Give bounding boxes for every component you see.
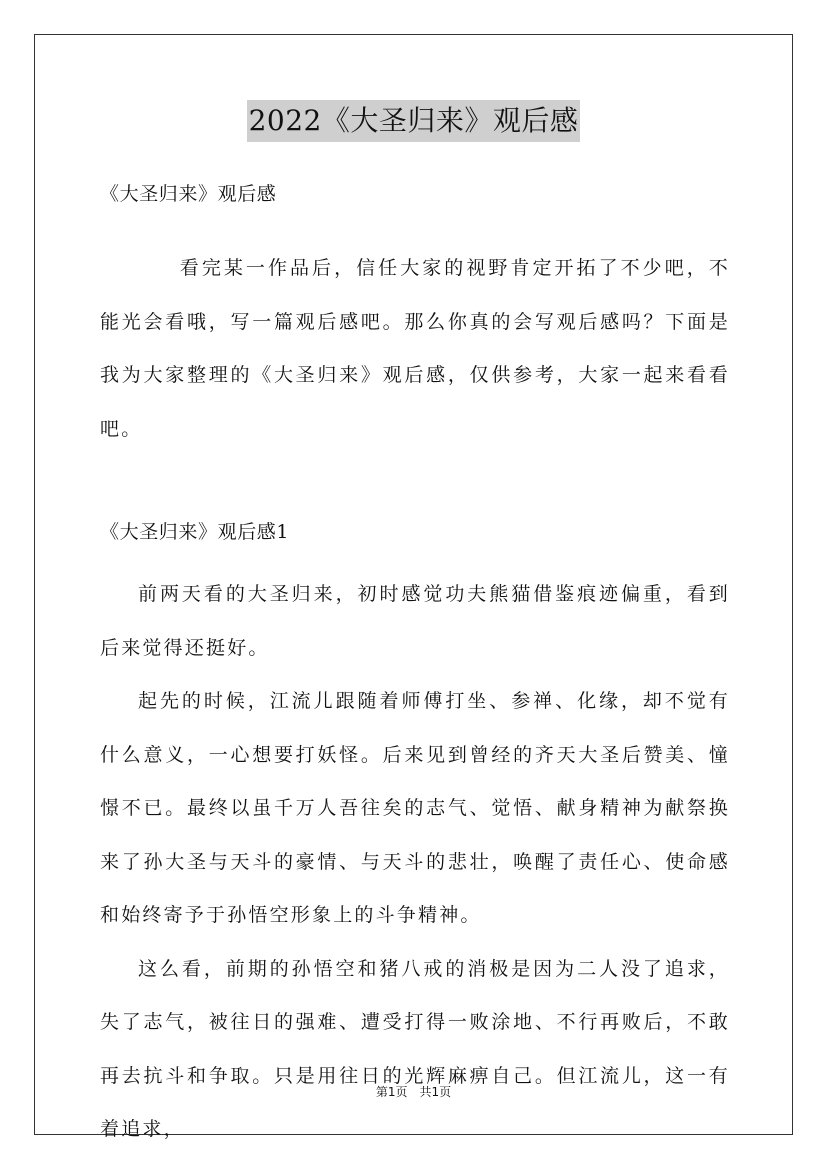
title-container	[0, 100, 827, 142]
document-subtitle: 《大圣归来》观后感	[100, 183, 277, 205]
body-paragraph: 这么看，前期的孙悟空和猪八戒的消极是因为二人没了追求，失了志气，被往日的强难、遭受打得一败涂地、不行再败后，不敢再去抗斗和争取。只是用往日的光辉麻痹自己。但江流儿，这一有着追求，	[100, 957, 730, 1140]
page-number-footer: 第1页 共1页	[375, 1085, 452, 1099]
document-body	[100, 172, 730, 1157]
body-paragraph: 起先的时候，江流儿跟随着师傅打坐、参禅、化缘，却不觉有什么意义，一心想要打妖怪。后来见到曾经的齐天大圣后赞美、憧憬不已。最终以虽千万人吾往矣的志气、觉悟、献身精神为献祭换来了孙大圣与天斗的豪情、与天斗的悲壮，唤醒了责任心、使命感和始终寄予于孙悟空形象上的斗争精神。	[100, 690, 730, 926]
document-title: 2022《大圣归来》观后感	[247, 100, 581, 142]
body-paragraph: 前两天看的大圣归来，初时感觉功夫熊猫借鉴痕迹偏重，看到后来觉得还挺好。	[100, 583, 730, 659]
section-heading: 《大圣归来》观后感1	[100, 521, 290, 543]
intro-paragraph: 看完某一作品后，信任大家的视野肯定开拓了不少吧，不能光会看哦，写一篇观后感吧。那么你真的会写观后感吗？下面是我为大家整理的《大圣归来》观后感，仅供参考，大家一起来看看吧。	[100, 257, 730, 440]
